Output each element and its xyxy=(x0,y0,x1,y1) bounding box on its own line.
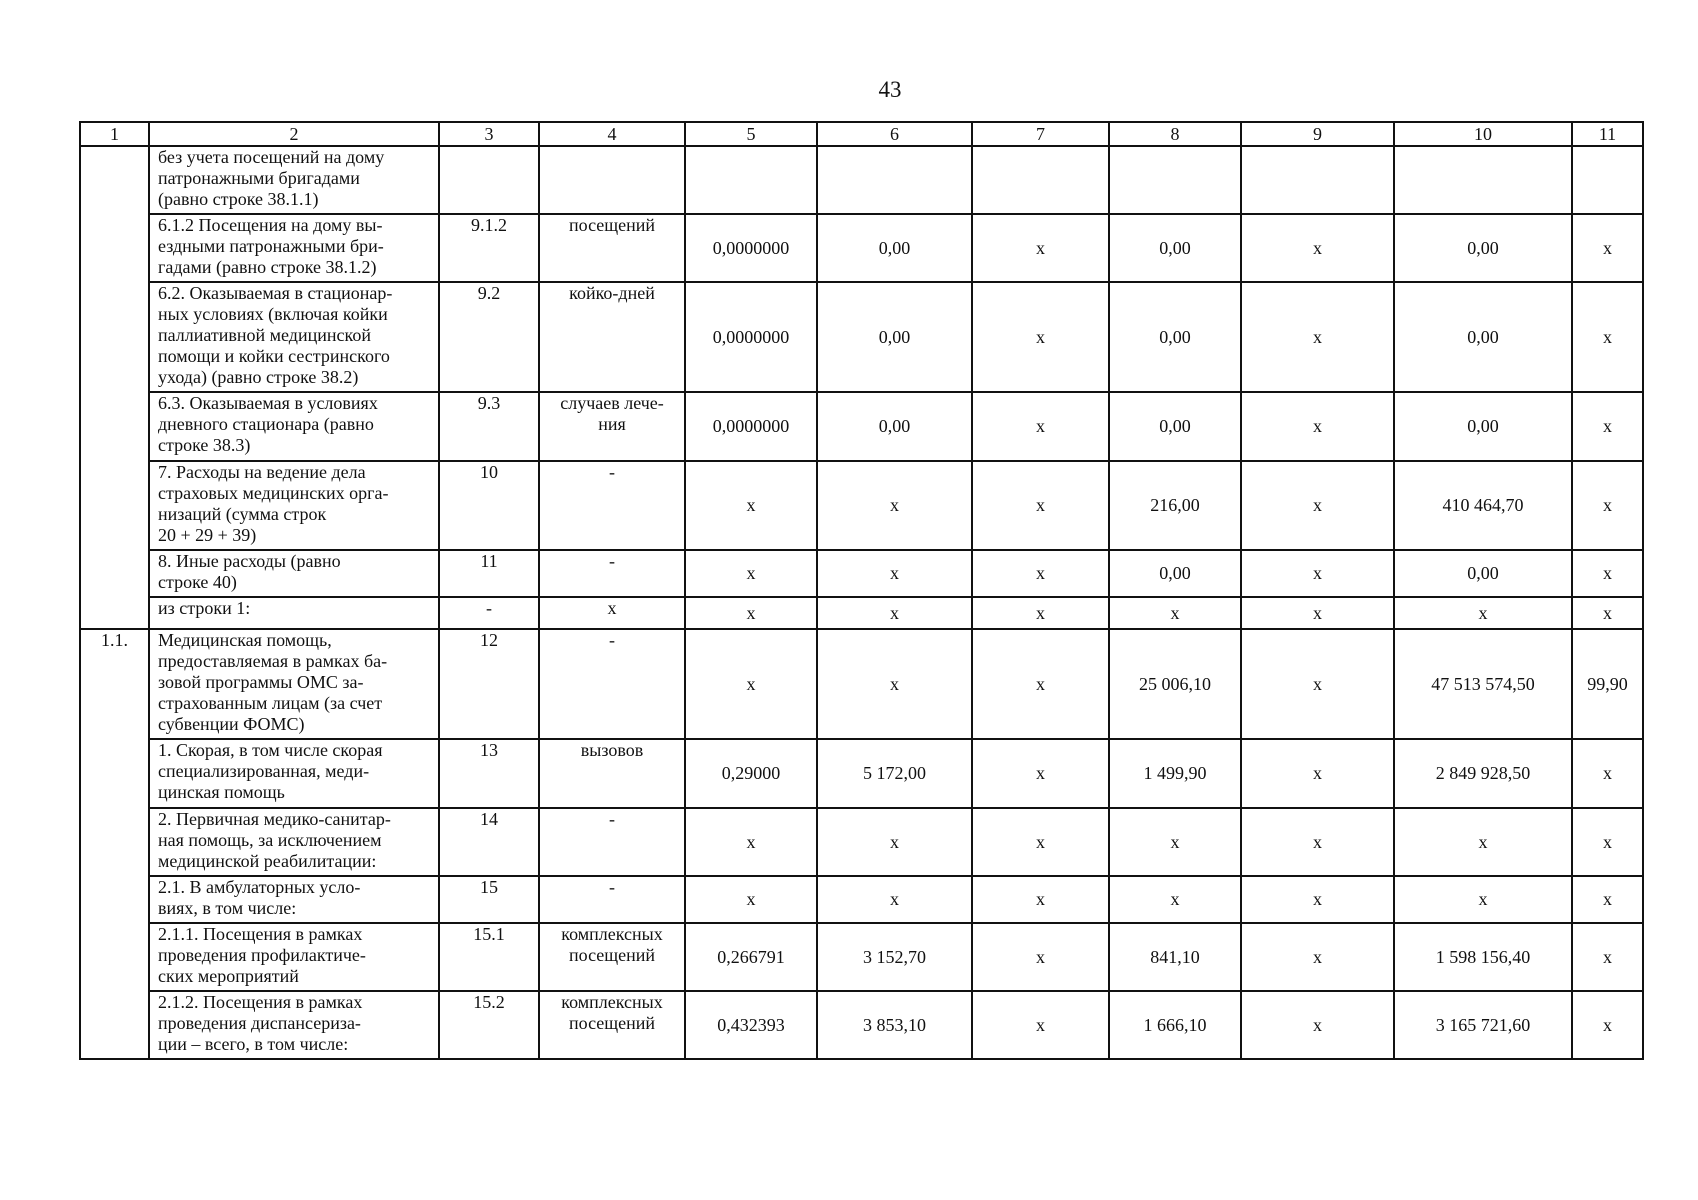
header-cell-9: 9 xyxy=(1241,122,1394,146)
cell-col-8 xyxy=(1109,550,1241,597)
cell-col-5 xyxy=(685,876,817,923)
cell-text: х xyxy=(890,889,899,909)
cell-text: х xyxy=(1036,495,1045,515)
cell-text: 0,432393 xyxy=(717,1014,785,1035)
cell-text: х xyxy=(746,563,756,583)
cell-col-7 xyxy=(972,808,1109,876)
cell-text: х xyxy=(1036,602,1045,623)
cell-col-8 xyxy=(1109,214,1241,282)
cell-col-10 xyxy=(1394,739,1572,808)
cell-col-4 xyxy=(539,282,685,392)
cell-col-7 xyxy=(972,282,1109,392)
cell-col-5 xyxy=(685,808,817,876)
cell-col-11 xyxy=(1572,392,1643,461)
cell-col-2 xyxy=(149,923,439,991)
header-cell-8: 8 xyxy=(1109,122,1241,146)
cell-text: вызовов xyxy=(580,740,644,760)
cell-col-11 xyxy=(1572,739,1643,808)
cell-col-5 xyxy=(685,214,817,282)
cell-text: х xyxy=(1036,673,1045,694)
cell-col-4 xyxy=(539,629,685,739)
header-row xyxy=(80,122,1643,146)
cell-col-7 xyxy=(972,629,1109,739)
cell-text: 1 598 156,40 xyxy=(1435,946,1531,967)
cell-col-9 xyxy=(1241,991,1394,1059)
cell-col-3 xyxy=(439,597,539,629)
cell-col-7 xyxy=(972,991,1109,1059)
cell-text: 47 513 574,50 xyxy=(1431,673,1535,694)
table-row xyxy=(80,739,1643,808)
table-body xyxy=(80,122,1643,1059)
cell-text: х xyxy=(1036,326,1045,347)
cell-text: х xyxy=(1036,946,1045,967)
cell-col-2 xyxy=(149,392,439,461)
header-cell-5: 5 xyxy=(685,122,817,146)
cell-col-6 xyxy=(817,739,972,808)
cell-col-6 xyxy=(817,629,972,739)
cell-text: х xyxy=(1313,889,1322,909)
cell-col-6 xyxy=(817,392,972,461)
cell-text: х xyxy=(1478,831,1488,852)
cell-col-10 xyxy=(1394,392,1572,461)
cell-col-7 xyxy=(972,461,1109,550)
cell-col-2 xyxy=(149,214,439,282)
cell-col-6 xyxy=(817,214,972,282)
cell-text: х xyxy=(1313,946,1322,967)
cell-text: 14 xyxy=(480,809,498,829)
cell-text: 5 172,00 xyxy=(863,763,926,783)
cell-text: - xyxy=(609,551,615,571)
cell-col-10 xyxy=(1394,550,1572,597)
cell-text: 216,00 xyxy=(1150,495,1200,515)
cell-text: 1 666,10 xyxy=(1143,1014,1207,1035)
cell-col-11 xyxy=(1572,214,1643,282)
cell-text: х xyxy=(1603,563,1612,583)
cell-text: 410 464,70 xyxy=(1442,495,1524,515)
cell-text: 0,00 xyxy=(1159,326,1191,347)
cell-text: х xyxy=(1170,889,1180,909)
cell-col-4 xyxy=(539,876,685,923)
cell-text: 3 165 721,60 xyxy=(1435,1014,1531,1035)
cell-text: х xyxy=(1036,763,1045,783)
cell-col-11 xyxy=(1572,876,1643,923)
cell-text: х xyxy=(1603,495,1612,515)
cell-col-7 xyxy=(972,214,1109,282)
cell-col-5 xyxy=(685,550,817,597)
cell-col-8 xyxy=(1109,739,1241,808)
cell-text: х xyxy=(1170,602,1180,623)
cell-text: 0,00 xyxy=(1467,326,1499,347)
cell-col-4 xyxy=(539,214,685,282)
cell-text: 0,0000000 xyxy=(712,326,790,347)
cell-col-11 xyxy=(1572,991,1643,1059)
cell-text: 1 499,90 xyxy=(1143,763,1207,783)
cell-text: х xyxy=(1036,416,1045,436)
table-row xyxy=(80,550,1643,597)
cell-col-5 xyxy=(685,739,817,808)
header-cell-1: 1 xyxy=(80,122,149,146)
cell-text: комплексных посещений xyxy=(561,924,663,965)
cell-col-8 xyxy=(1109,282,1241,392)
cell-text: 6.1.2 Посещения на дому вы- ездными патронажными бри- гадами (равно строке 38.1.2) xyxy=(158,215,384,277)
cell-text: 15.1 xyxy=(473,924,505,944)
table-row xyxy=(80,629,1643,739)
row-number-cell: 1.1. xyxy=(80,629,149,1059)
cell-col-8 xyxy=(1109,808,1241,876)
cell-col-10 xyxy=(1394,629,1572,739)
cell-col-6 xyxy=(817,146,972,214)
cell-text: х xyxy=(1313,416,1322,436)
cell-col-5 xyxy=(685,392,817,461)
cell-col-3 xyxy=(439,461,539,550)
cell-text: х xyxy=(746,889,756,909)
table-row xyxy=(80,876,1643,923)
cell-col-4 xyxy=(539,739,685,808)
cell-text: х xyxy=(1313,326,1322,347)
cell-col-11 xyxy=(1572,550,1643,597)
cell-col-4 xyxy=(539,991,685,1059)
cell-col-11 xyxy=(1572,146,1643,214)
cell-text: 0,00 xyxy=(878,237,911,258)
cell-text: 0,266791 xyxy=(717,946,785,967)
cell-text: 13 xyxy=(480,740,498,760)
cell-col-5 xyxy=(685,146,817,214)
cell-col-11 xyxy=(1572,461,1643,550)
cell-col-9 xyxy=(1241,214,1394,282)
cell-col-3 xyxy=(439,739,539,808)
cell-col-6 xyxy=(817,597,972,629)
cell-text: Медицинская помощь, предоставляемая в рамках ба- зовой программы ОМС за- страхованным лицам (за счет субвенции ФОМС) xyxy=(158,630,388,734)
row-number-cell xyxy=(80,146,149,629)
cell-col-6 xyxy=(817,991,972,1059)
cell-text: 0,0000000 xyxy=(712,237,790,258)
cell-text: 2. Первичная медико-санитар- ная помощь, за исключением медицинской реабилитации: xyxy=(158,809,391,871)
cell-text: 0,00 xyxy=(1159,237,1191,258)
cell-text: 9.2 xyxy=(477,283,501,303)
cell-text: 25 006,10 xyxy=(1139,673,1211,694)
cell-text: х xyxy=(746,831,756,852)
cell-col-3 xyxy=(439,214,539,282)
cell-text: х xyxy=(1603,889,1612,909)
cell-col-9 xyxy=(1241,392,1394,461)
cell-col-7 xyxy=(972,923,1109,991)
cell-col-9 xyxy=(1241,629,1394,739)
cell-col-3 xyxy=(439,876,539,923)
cell-col-3 xyxy=(439,146,539,214)
cell-col-7 xyxy=(972,146,1109,214)
cell-col-4 xyxy=(539,146,685,214)
cell-text: х xyxy=(1313,495,1322,515)
page-number: 43 xyxy=(878,77,902,102)
cell-text: 6.3. Оказываемая в условиях дневного стационара (равно строке 38.3) xyxy=(158,393,378,455)
cell-text: х xyxy=(1313,563,1322,583)
cell-text: - xyxy=(609,462,615,482)
cell-col-9 xyxy=(1241,597,1394,629)
cell-col-2 xyxy=(149,629,439,739)
cell-col-10 xyxy=(1394,923,1572,991)
cell-col-8 xyxy=(1109,629,1241,739)
cell-text: х xyxy=(1313,237,1322,258)
cell-text: х xyxy=(1313,673,1322,694)
cell-col-5 xyxy=(685,923,817,991)
cell-col-2 xyxy=(149,991,439,1059)
table-row xyxy=(80,923,1643,991)
header-cell-11: 11 xyxy=(1572,122,1643,146)
cell-text: 2.1.2. Посещения в рамках проведения диспансериза- ции – всего, в том числе: xyxy=(158,992,363,1054)
cell-col-4 xyxy=(539,808,685,876)
cell-text: х xyxy=(1478,889,1488,909)
header-cell-6: 6 xyxy=(817,122,972,146)
cell-text: посещений xyxy=(568,215,656,235)
cell-text: - xyxy=(486,598,492,618)
cell-col-4 xyxy=(539,392,685,461)
cell-col-2 xyxy=(149,461,439,550)
header-cell-4: 4 xyxy=(539,122,685,146)
cell-col-6 xyxy=(817,923,972,991)
cell-col-6 xyxy=(817,876,972,923)
cell-col-10 xyxy=(1394,214,1572,282)
cell-text: 0,29000 xyxy=(721,763,781,783)
cell-text: - xyxy=(609,877,615,897)
cell-text: х xyxy=(1036,889,1045,909)
header-cell-3: 3 xyxy=(439,122,539,146)
cell-text: 2.1. В амбулаторных усло- виях, в том числе: xyxy=(158,877,361,918)
cell-text: 3 152,70 xyxy=(863,946,926,967)
cell-col-5 xyxy=(685,991,817,1059)
cell-col-9 xyxy=(1241,923,1394,991)
cell-text: х xyxy=(1603,237,1612,258)
cell-text: х xyxy=(1313,602,1322,623)
cell-col-8 xyxy=(1109,991,1241,1059)
cell-col-10 xyxy=(1394,146,1572,214)
cell-text: койко-дней xyxy=(569,283,655,303)
cell-text: 15 xyxy=(480,877,498,897)
cell-col-4 xyxy=(539,461,685,550)
cell-col-8 xyxy=(1109,461,1241,550)
cell-text: х xyxy=(1313,763,1322,783)
cell-text: 0,00 xyxy=(1467,416,1499,436)
cell-col-4 xyxy=(539,550,685,597)
cell-col-3 xyxy=(439,282,539,392)
cell-text: х xyxy=(746,602,756,623)
cell-text: х xyxy=(1170,831,1180,852)
cell-text: 9.3 xyxy=(477,393,501,413)
cell-col-5 xyxy=(685,282,817,392)
cell-text: х xyxy=(1036,563,1045,583)
cell-text: х xyxy=(1313,831,1322,852)
cell-text: 841,10 xyxy=(1150,946,1200,967)
cell-col-7 xyxy=(972,597,1109,629)
cell-col-9 xyxy=(1241,282,1394,392)
cell-col-2 xyxy=(149,739,439,808)
cell-col-9 xyxy=(1241,808,1394,876)
cell-col-6 xyxy=(817,808,972,876)
cell-text: случаев лече- ния xyxy=(560,393,664,434)
cell-col-10 xyxy=(1394,282,1572,392)
cell-col-3 xyxy=(439,991,539,1059)
cell-col-3 xyxy=(439,808,539,876)
cell-text: 3 853,10 xyxy=(863,1014,926,1035)
cell-text: 1. Скорая, в том числе скорая специализированная, меди- цинская помощь xyxy=(158,740,383,802)
cell-col-2 xyxy=(149,146,439,214)
table-row xyxy=(80,461,1643,550)
cell-col-2 xyxy=(149,876,439,923)
cell-text: х xyxy=(890,673,899,694)
cell-text: - xyxy=(609,630,615,650)
cell-text: х xyxy=(1313,1014,1322,1035)
cell-text: х xyxy=(1603,831,1612,852)
table-row xyxy=(80,392,1643,461)
table-row xyxy=(80,597,1643,629)
cell-col-5 xyxy=(685,597,817,629)
cell-text: х xyxy=(890,495,899,515)
cell-col-5 xyxy=(685,629,817,739)
cell-col-11 xyxy=(1572,629,1643,739)
cell-col-9 xyxy=(1241,146,1394,214)
cell-col-7 xyxy=(972,550,1109,597)
header-cell-2: 2 xyxy=(149,122,439,146)
table-row xyxy=(80,282,1643,392)
cell-text: 0,00 xyxy=(1467,563,1499,583)
cell-text: 0,0000000 xyxy=(712,416,790,436)
cell-col-11 xyxy=(1572,597,1643,629)
cell-text: 10 xyxy=(480,462,498,482)
cell-text: 15.2 xyxy=(473,992,505,1012)
cell-text: х xyxy=(1603,763,1612,783)
cell-col-2 xyxy=(149,808,439,876)
cell-text: х xyxy=(1036,1014,1045,1035)
cell-text: х xyxy=(890,602,899,623)
header-cell-7: 7 xyxy=(972,122,1109,146)
cell-text: 2.1.1. Посещения в рамках проведения профилактиче- ских мероприятий xyxy=(158,924,366,986)
cell-text: х xyxy=(746,495,756,515)
cell-col-8 xyxy=(1109,392,1241,461)
cell-text: 0,00 xyxy=(1159,416,1191,436)
cell-col-7 xyxy=(972,392,1109,461)
cell-text: - xyxy=(609,809,615,829)
cell-text: 6.2. Оказываемая в стационар- ных условиях (включая койки паллиативной медицинской помощи и койки сестринского ухода) (равно строке 38.2) xyxy=(158,283,393,387)
cell-col-7 xyxy=(972,739,1109,808)
cell-text: из строки 1: xyxy=(158,598,251,618)
cell-text: х xyxy=(746,673,756,694)
cell-col-9 xyxy=(1241,461,1394,550)
cell-col-8 xyxy=(1109,876,1241,923)
cell-col-10 xyxy=(1394,597,1572,629)
cell-col-3 xyxy=(439,629,539,739)
cell-col-8 xyxy=(1109,923,1241,991)
cell-text: 11 xyxy=(480,551,498,571)
cell-col-10 xyxy=(1394,991,1572,1059)
cell-col-9 xyxy=(1241,739,1394,808)
cell-col-3 xyxy=(439,923,539,991)
table-row xyxy=(80,991,1643,1059)
cell-col-11 xyxy=(1572,923,1643,991)
cell-col-6 xyxy=(817,282,972,392)
cell-col-10 xyxy=(1394,808,1572,876)
cell-col-6 xyxy=(817,461,972,550)
cell-text: х xyxy=(1603,326,1612,347)
cell-col-2 xyxy=(149,282,439,392)
cell-text: 9.1.2 xyxy=(471,215,507,235)
cell-col-6 xyxy=(817,550,972,597)
cell-text: 0,00 xyxy=(1467,237,1499,258)
cell-col-2 xyxy=(149,597,439,629)
cell-text: без учета посещений на дому патронажными бригадами (равно строке 38.1.1) xyxy=(158,147,385,209)
cell-text: 0,00 xyxy=(1159,563,1191,583)
cell-col-10 xyxy=(1394,461,1572,550)
cell-col-3 xyxy=(439,550,539,597)
cell-col-8 xyxy=(1109,597,1241,629)
cell-col-4 xyxy=(539,923,685,991)
cell-text: х xyxy=(1603,602,1612,623)
cell-text: х xyxy=(1036,831,1045,852)
cell-text: х xyxy=(1603,1014,1612,1035)
cell-text: 99,90 xyxy=(1587,673,1628,694)
cell-text: 0,00 xyxy=(878,416,911,436)
cell-col-9 xyxy=(1241,550,1394,597)
cell-text: 2 849 928,50 xyxy=(1435,763,1531,783)
cell-col-7 xyxy=(972,876,1109,923)
cell-text: х xyxy=(890,831,899,852)
cell-text: комплексных посещений xyxy=(561,992,663,1033)
cell-text: 7. Расходы на ведение дела страховых медицинских орга- низаций (сумма строк 20 + 29 + 39) xyxy=(158,462,389,545)
cell-text: х xyxy=(890,563,899,583)
table-row xyxy=(80,214,1643,282)
report-table xyxy=(79,121,1644,1060)
cell-text: 8. Иные расходы (равно строке 40) xyxy=(158,551,341,592)
cell-col-2 xyxy=(149,550,439,597)
cell-col-5 xyxy=(685,461,817,550)
cell-col-3 xyxy=(439,392,539,461)
cell-text: 0,00 xyxy=(878,326,911,347)
cell-text: х xyxy=(1036,237,1045,258)
table-row xyxy=(80,808,1643,876)
cell-text: х xyxy=(1603,416,1612,436)
table-row xyxy=(80,146,1643,214)
cell-col-11 xyxy=(1572,282,1643,392)
cell-text: х xyxy=(1478,602,1488,623)
cell-text: х xyxy=(607,598,617,618)
cell-text: 12 xyxy=(480,630,498,650)
cell-text: х xyxy=(1603,946,1612,967)
cell-col-8 xyxy=(1109,146,1241,214)
cell-col-4 xyxy=(539,597,685,629)
cell-col-10 xyxy=(1394,876,1572,923)
cell-col-11 xyxy=(1572,808,1643,876)
cell-col-9 xyxy=(1241,876,1394,923)
header-cell-10: 10 xyxy=(1394,122,1572,146)
